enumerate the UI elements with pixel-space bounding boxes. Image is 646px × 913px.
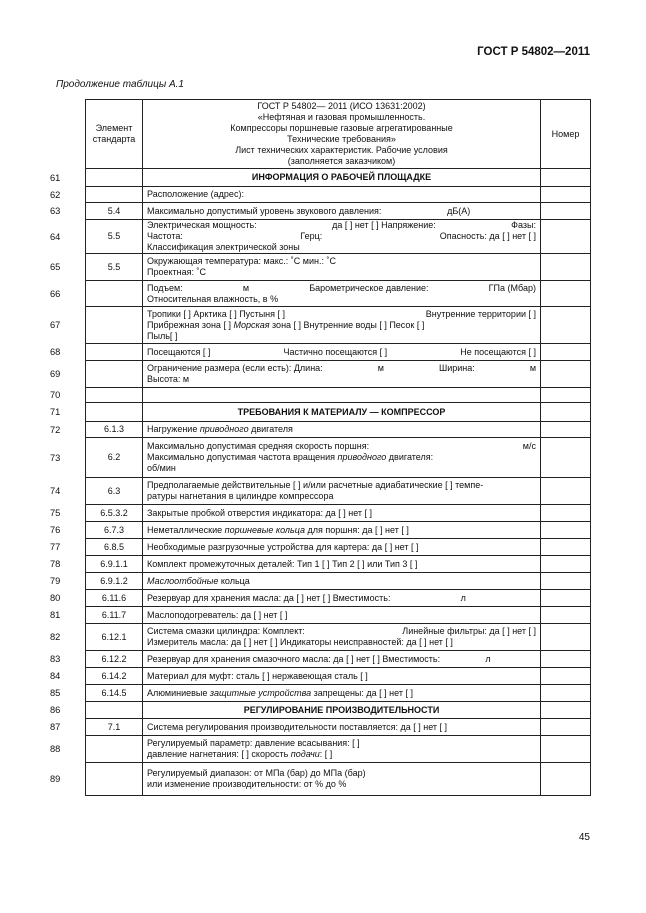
table-row [86, 573, 591, 590]
header-title-line: ГОСТ Р 54802— 2011 (ИСО 13631:2002) [257, 101, 426, 111]
requirement-text: Пыль[ ] [147, 330, 178, 341]
requirement-line [147, 256, 536, 267]
table-row [86, 203, 591, 220]
requirement-line [147, 671, 536, 682]
requirement-line [147, 189, 536, 200]
requirement-line [147, 626, 536, 637]
table-row [86, 438, 591, 478]
table-row [86, 607, 591, 624]
requirement-text: Высота: м [147, 374, 190, 384]
number-cell [541, 668, 591, 685]
requirement-text: Ширина: [438, 363, 475, 373]
requirement-text: л [460, 592, 466, 603]
table-row [86, 307, 591, 344]
requirement-text: Система регулирования производительности поставляется: да [ ] нет [ ] [147, 721, 448, 732]
header-title-line: (заполняется заказчиком) [287, 156, 396, 166]
number-cell [541, 505, 591, 522]
requirement-text: ИНФОРМАЦИЯ О РАБОЧЕЙ ПЛОЩАДКЕ [251, 172, 432, 182]
requirement-cell [143, 590, 541, 607]
requirement-text: или изменение производительности: от % до % [147, 779, 347, 789]
table-row [86, 556, 591, 573]
requirement-text: м [529, 363, 536, 373]
number-cell [541, 220, 591, 254]
row-number: 82 [50, 632, 61, 642]
requirement-text: Не посещаются [ ] [460, 346, 536, 357]
element-cell: 5.5 [86, 220, 143, 254]
element-cell [86, 307, 143, 344]
requirement-text: Фазы: [511, 220, 536, 230]
row-number: 61 [50, 172, 61, 183]
requirement-cell [143, 505, 541, 522]
requirement-line [147, 576, 536, 587]
requirement-line [147, 320, 536, 331]
section-heading-cell [143, 702, 541, 719]
row-number: 80 [50, 593, 61, 603]
requirement-text: Нагружение приводного двигателя [147, 424, 293, 434]
requirement-line [147, 779, 536, 790]
table-row [86, 719, 591, 736]
requirement-text: м [242, 282, 250, 293]
requirement-cell [143, 438, 541, 478]
table-row [86, 344, 591, 361]
element-cell [86, 736, 143, 763]
requirement-line [147, 407, 536, 418]
requirement-text: Маслоподогреватель: да [ ] нет [ ] [147, 609, 288, 620]
section-heading-cell [143, 169, 541, 187]
number-cell [541, 361, 591, 388]
header-element-line: стандарта [92, 134, 136, 144]
requirement-text: Классификация электрической зоны [147, 242, 300, 252]
element-cell: 6.1.3 [86, 422, 143, 438]
table-row [86, 763, 591, 796]
requirement-cell [143, 522, 541, 539]
requirement-line [147, 363, 536, 374]
requirement-text: Подъем: [147, 282, 183, 293]
requirement-line [147, 480, 536, 491]
requirement-line [147, 331, 536, 342]
element-cell: 6.12.1 [86, 624, 143, 651]
table-row [86, 361, 591, 388]
requirement-text: Опасность: да [ ] нет [ ] [439, 231, 536, 241]
table-row [86, 651, 591, 668]
requirement-text: Внутренние территории [ ] [425, 308, 536, 319]
header-title-line: Лист технических характеристик. Рабочие условия [235, 145, 448, 155]
requirement-text: ратуры нагнетания в цилиндре компрессора [147, 491, 334, 501]
requirement-line [147, 172, 536, 183]
row-number: 63 [50, 206, 61, 216]
requirement-text: Прибрежная зона [ ] Морская зона [ ] Внутренние воды [ ] Песок [ ] [147, 319, 425, 330]
requirement-line [147, 441, 536, 452]
header-title-line: Компрессоры поршневые газовые агрегатированные [230, 123, 453, 133]
number-cell [541, 702, 591, 719]
table-row [86, 685, 591, 702]
requirement-cell [143, 719, 541, 736]
requirement-text: ТРЕБОВАНИЯ К МАТЕРИАЛУ — КОМПРЕССОР [237, 406, 446, 417]
requirement-cell [143, 220, 541, 254]
requirement-cell [143, 361, 541, 388]
table-row [86, 388, 591, 403]
row-number: 89 [50, 774, 61, 784]
number-cell [541, 719, 591, 736]
number-cell [541, 685, 591, 702]
table-row [86, 539, 591, 556]
requirement-text: Закрытые пробкой отверстия индикатора: да [ ] нет [ ] [147, 507, 373, 518]
row-number: 65 [50, 262, 61, 272]
requirement-line [147, 267, 536, 278]
requirement-cell [143, 422, 541, 438]
requirement-cell [143, 763, 541, 796]
element-cell [86, 403, 143, 422]
requirement-text: Предполагаемые действительные [ ] и/или расчетные адиабатические [ ] темпе- [147, 480, 484, 490]
requirement-text: Регулируемый диапазон: от МПа (бар) до МПа (бар) [147, 768, 366, 778]
requirement-line [147, 424, 536, 435]
requirement-text: Маслоотбойные кольца [147, 575, 250, 586]
number-cell [541, 203, 591, 220]
row-number: 88 [50, 744, 61, 754]
row-number: 66 [50, 288, 61, 299]
element-cell: 6.3 [86, 478, 143, 505]
header-title-line: Технические требования» [287, 134, 396, 144]
element-cell: 6.7.3 [86, 522, 143, 539]
number-cell [541, 573, 591, 590]
requirement-line [147, 294, 536, 305]
requirement-line [147, 688, 536, 699]
row-number: 83 [50, 654, 61, 664]
element-cell: 6.11.6 [86, 590, 143, 607]
row-number: 84 [50, 671, 61, 681]
section-heading-cell [143, 403, 541, 422]
element-cell [86, 169, 143, 187]
table-row [86, 624, 591, 651]
requirement-text: РЕГУЛИРОВАНИЕ ПРОИЗВОДИТЕЛЬНОСТИ [243, 704, 440, 715]
requirement-cell [143, 388, 541, 403]
requirement-text: Комплект промежуточных деталей: Тип 1 [ ] Тип 2 [ ] или Тип 3 [ ] [147, 558, 418, 569]
row-number: 78 [50, 559, 61, 569]
requirement-text: Максимально допустимая средняя скорость поршня: [147, 441, 370, 451]
row-number: 70 [50, 390, 61, 400]
number-cell [541, 281, 591, 307]
document-code: ГОСТ Р 54802—2011 [477, 46, 590, 58]
requirement-text: Линейные фильтры: да [ ] нет [ ] [402, 626, 536, 636]
element-cell: 6.9.1.2 [86, 573, 143, 590]
requirement-line [147, 542, 536, 553]
element-cell: 6.9.1.1 [86, 556, 143, 573]
row-number: 72 [50, 424, 61, 435]
requirement-text: м/с [522, 441, 536, 451]
requirement-line [147, 309, 536, 320]
row-number: 76 [50, 525, 61, 535]
requirement-cell [143, 668, 541, 685]
element-cell: 5.5 [86, 254, 143, 281]
requirement-cell [143, 573, 541, 590]
table-row [86, 187, 591, 203]
number-cell [541, 388, 591, 403]
element-cell: 6.5.3.2 [86, 505, 143, 522]
table-header-row [86, 100, 591, 169]
requirement-cell [143, 556, 541, 573]
requirement-cell [143, 624, 541, 651]
requirement-text: Резервуар для хранения масла: да [ ] нет [ ] Вместимость: [147, 592, 391, 603]
element-cell: 6.11.7 [86, 607, 143, 624]
requirement-cell [143, 281, 541, 307]
row-number: 62 [50, 189, 61, 200]
requirement-text: Относительная влажность, в % [147, 293, 279, 304]
requirement-text: Резервуар для хранения смазочного масла: да [ ] нет [ ] Вместимость: [147, 653, 441, 664]
number-cell [541, 307, 591, 344]
table-row [86, 220, 591, 254]
number-cell [541, 651, 591, 668]
element-cell: 6.14.2 [86, 668, 143, 685]
requirement-text: Электрическая мощность: [147, 220, 257, 230]
requirement-text: Ограничение размера (если есть): Длина: [147, 363, 323, 373]
requirement-text: да [ ] нет [ ] Напряжение: [332, 220, 436, 230]
requirement-text: Тропики [ ] Арктика [ ] Пустыня [ ] [147, 308, 286, 319]
requirement-text: Барометрическое давление: [309, 282, 429, 293]
requirement-line [147, 463, 536, 474]
requirement-line [147, 220, 536, 231]
requirement-text: Посещаются [ ] [147, 346, 211, 357]
requirement-cell [143, 607, 541, 624]
element-cell [86, 344, 143, 361]
number-cell [541, 478, 591, 505]
requirement-text: об/мин [147, 463, 176, 473]
requirement-cell [143, 539, 541, 556]
row-number: 67 [50, 320, 61, 330]
requirement-line [147, 206, 536, 217]
requirement-text: Частично посещаются [ ] [283, 346, 388, 357]
requirement-line [147, 593, 536, 604]
number-cell [541, 763, 591, 796]
requirement-cell [143, 254, 541, 281]
header-number-cell: Номер [541, 100, 591, 169]
table-row [86, 403, 591, 422]
row-number: 79 [50, 576, 61, 586]
requirement-line [147, 231, 536, 242]
row-number: 64 [50, 231, 61, 242]
number-cell [541, 254, 591, 281]
row-number: 87 [50, 722, 61, 732]
requirement-line [147, 738, 536, 749]
requirement-text: Алюминиевые защитные устройства запрещены: да [ ] нет [ ] [147, 687, 413, 698]
requirement-cell [143, 187, 541, 203]
element-cell: 6.8.5 [86, 539, 143, 556]
requirement-cell [143, 736, 541, 763]
header-element-line: Элемент [95, 123, 133, 133]
row-number: 74 [50, 486, 61, 496]
header-title-line: «Нефтяная и газовая промышленность. [257, 112, 426, 122]
row-number: 68 [50, 347, 61, 357]
row-number: 85 [50, 688, 61, 698]
page-number: 45 [578, 832, 590, 843]
requirement-text: Неметаллические поршневые кольца для поршня: да [ ] нет [ ] [147, 524, 409, 535]
requirement-text: Регулируемый параметр: давление всасывания: [ ] [147, 738, 360, 748]
requirement-line [147, 374, 536, 385]
requirement-line [147, 452, 536, 463]
requirement-text: ГПа (Мбар) [488, 282, 536, 293]
number-cell [541, 607, 591, 624]
requirement-text: л [485, 653, 491, 664]
row-number: 86 [50, 705, 61, 715]
table-caption: Продолжение таблицы А.1 [56, 79, 184, 90]
specification-table [85, 99, 591, 796]
element-cell: 6.14.5 [86, 685, 143, 702]
requirement-line [147, 722, 536, 733]
requirement-line [147, 654, 536, 665]
header-title-cell [143, 100, 541, 169]
requirement-cell [143, 344, 541, 361]
row-number: 77 [50, 542, 61, 552]
element-cell [86, 361, 143, 388]
requirement-cell [143, 203, 541, 220]
header-element-cell [86, 100, 143, 169]
requirement-line [147, 637, 536, 648]
number-cell [541, 522, 591, 539]
requirement-text: Герц: [300, 231, 323, 241]
requirement-text: Измеритель масла: да [ ] нет [ ] Индикаторы неисправностей: да [ ] нет [ ] [147, 637, 453, 647]
number-cell [541, 422, 591, 438]
requirement-line [147, 768, 536, 779]
requirement-text: Максимально допустимая частота вращения приводного двигателя: [147, 452, 434, 462]
table-row [86, 281, 591, 307]
requirement-text: дБ(А) [447, 205, 471, 216]
table-row [86, 254, 591, 281]
element-cell: 7.1 [86, 719, 143, 736]
table-row [86, 590, 591, 607]
number-cell [541, 187, 591, 203]
requirement-line [147, 508, 536, 519]
requirement-text: Максимально допустимый уровень звукового давления: [147, 205, 382, 216]
element-cell [86, 187, 143, 203]
table-row [86, 422, 591, 438]
row-number: 69 [50, 369, 61, 379]
number-cell [541, 539, 591, 556]
requirement-text: давление нагнетания: [ ] скорость подачи: [ ] [147, 749, 333, 759]
number-cell [541, 624, 591, 651]
table-row [86, 522, 591, 539]
requirement-line [147, 242, 536, 253]
number-cell [541, 438, 591, 478]
table-row [86, 702, 591, 719]
element-cell: 5.4 [86, 203, 143, 220]
number-cell [541, 344, 591, 361]
requirement-line [147, 491, 536, 502]
row-number-column [50, 0, 84, 913]
number-cell [541, 590, 591, 607]
requirement-text: Частота: [147, 231, 183, 241]
requirement-cell [143, 685, 541, 702]
requirement-text: Система смазки цилиндра: Комплект: [147, 626, 305, 636]
requirement-line [147, 705, 536, 716]
table-row [86, 668, 591, 685]
requirement-text: Проектная: ˚C [147, 267, 206, 277]
row-number: 81 [50, 610, 61, 620]
requirement-text: Материал для муфт: сталь [ ] нержавеющая сталь [ ] [147, 670, 368, 681]
requirement-cell [143, 307, 541, 344]
table-row [86, 505, 591, 522]
requirement-line [147, 610, 536, 621]
requirement-text: Расположение (адрес): [147, 189, 244, 199]
table-row [86, 169, 591, 187]
requirement-line [147, 749, 536, 760]
element-cell [86, 702, 143, 719]
row-number: 71 [50, 407, 61, 417]
element-cell [86, 763, 143, 796]
number-cell [541, 556, 591, 573]
number-cell [541, 403, 591, 422]
element-cell: 6.12.2 [86, 651, 143, 668]
table-row [86, 736, 591, 763]
requirement-line [147, 283, 536, 294]
row-number: 75 [50, 508, 61, 518]
table-row [86, 478, 591, 505]
element-cell [86, 281, 143, 307]
requirement-text: Необходимые разгрузочные устройства для картера: да [ ] нет [ ] [147, 541, 419, 552]
requirement-line [147, 347, 536, 358]
row-number: 73 [50, 452, 61, 463]
requirement-text: м [377, 363, 384, 373]
number-cell [541, 736, 591, 763]
element-cell [86, 388, 143, 403]
requirement-cell [143, 651, 541, 668]
requirement-line [147, 525, 536, 536]
element-cell: 6.2 [86, 438, 143, 478]
requirement-text: Окружающая температура: макс.: ˚C мин.: ˚C [147, 256, 336, 266]
requirement-cell [143, 478, 541, 505]
requirement-line [147, 559, 536, 570]
number-cell [541, 169, 591, 187]
